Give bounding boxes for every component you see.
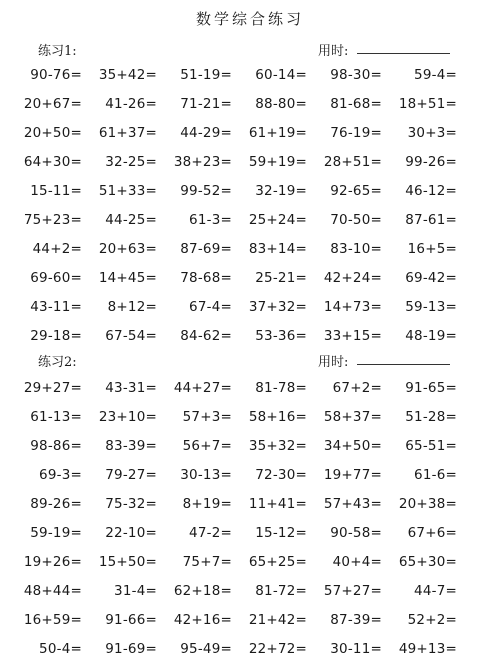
time-blank-line	[357, 364, 450, 365]
problem-cell: 91-65=	[405, 380, 457, 396]
problem-cell: 65+30=	[398, 554, 457, 570]
problem-cell: 67-54=	[105, 328, 157, 344]
problem-cell: 91-66=	[105, 612, 157, 628]
problem-cell: 35+42=	[98, 67, 157, 83]
problem-cell: 87-69=	[180, 241, 232, 257]
problem-cell: 72-30=	[255, 467, 307, 483]
problem-cell: 31-4=	[114, 583, 157, 599]
problem-cell: 75+23=	[23, 212, 82, 228]
problem-cell: 76-19=	[330, 125, 382, 141]
problem-cell: 67+6=	[407, 525, 457, 541]
problem-cell: 98-30=	[330, 67, 382, 83]
problem-cell: 67-4=	[189, 299, 232, 315]
problem-cell: 29+27=	[23, 380, 82, 396]
problem-cell: 42+24=	[323, 270, 382, 286]
problem-cell: 49+13=	[398, 641, 457, 657]
problem-cell: 92-65=	[330, 183, 382, 199]
page-title: 数学综合练习	[195, 10, 304, 28]
problem-cell: 99-26=	[405, 154, 457, 170]
problem-cell: 75+7=	[182, 554, 232, 570]
problem-cell: 47-2=	[189, 525, 232, 541]
problem-cell: 90-76=	[30, 67, 82, 83]
problem-grid-2	[16, 374, 466, 664]
section-label: 练习2:	[38, 355, 77, 370]
problem-cell: 16+5=	[407, 241, 457, 257]
problem-cell: 11+41=	[248, 496, 307, 512]
problem-cell: 33+15=	[323, 328, 382, 344]
problem-cell: 90-58=	[330, 525, 382, 541]
problem-cell: 43-11=	[30, 299, 82, 315]
problem-cell: 61+37=	[98, 125, 157, 141]
problem-cell: 14+45=	[98, 270, 157, 286]
problem-cell: 61-6=	[414, 467, 457, 483]
problem-grid-1	[16, 61, 466, 351]
problem-cell: 42+16=	[173, 612, 232, 628]
problem-cell: 83-39=	[105, 438, 157, 454]
problem-cell: 8+19=	[182, 496, 232, 512]
problem-cell: 69-3=	[39, 467, 82, 483]
problem-cell: 83-10=	[330, 241, 382, 257]
problem-cell: 22-10=	[105, 525, 157, 541]
problem-cell: 23+10=	[98, 409, 157, 425]
problem-cell: 61+19=	[248, 125, 307, 141]
problem-cell: 18+51=	[398, 96, 457, 112]
problem-cell: 48-19=	[405, 328, 457, 344]
problem-cell: 20+50=	[23, 125, 82, 141]
problem-cell: 44+2=	[32, 241, 82, 257]
section-header-1	[0, 38, 500, 58]
problem-cell: 65-51=	[405, 438, 457, 454]
problem-cell: 53-36=	[255, 328, 307, 344]
problem-cell: 59-13=	[405, 299, 457, 315]
problem-cell: 61-3=	[189, 212, 232, 228]
problem-cell: 48+44=	[23, 583, 82, 599]
problem-cell: 29-18=	[30, 328, 82, 344]
problem-cell: 28+51=	[323, 154, 382, 170]
problem-cell: 41-26=	[105, 96, 157, 112]
problem-cell: 57+3=	[182, 409, 232, 425]
problem-cell: 89-26=	[30, 496, 82, 512]
problem-cell: 84-62=	[180, 328, 232, 344]
problem-cell: 34+50=	[323, 438, 382, 454]
problem-cell: 20+67=	[23, 96, 82, 112]
problem-cell: 15-12=	[255, 525, 307, 541]
problem-cell: 37+32=	[248, 299, 307, 315]
problem-cell: 91-69=	[105, 641, 157, 657]
problem-cell: 50-4=	[39, 641, 82, 657]
problem-cell: 40+4=	[332, 554, 382, 570]
problem-cell: 69-60=	[30, 270, 82, 286]
time-label: 用时:	[318, 355, 349, 370]
problem-cell: 71-21=	[180, 96, 232, 112]
problem-cell: 99-52=	[180, 183, 232, 199]
problem-cell: 21+42=	[248, 612, 307, 628]
problem-cell: 32-25=	[105, 154, 157, 170]
time-label: 用时:	[318, 44, 349, 59]
problem-cell: 15+50=	[98, 554, 157, 570]
problem-cell: 58+37=	[323, 409, 382, 425]
problem-cell: 44-29=	[180, 125, 232, 141]
problem-cell: 44+27=	[173, 380, 232, 396]
problem-cell: 81-78=	[255, 380, 307, 396]
problem-cell: 61-13=	[30, 409, 82, 425]
problem-cell: 83+14=	[248, 241, 307, 257]
problem-cell: 25-21=	[255, 270, 307, 286]
problem-cell: 8+12=	[107, 299, 157, 315]
problem-cell: 64+30=	[23, 154, 82, 170]
problem-cell: 79-27=	[105, 467, 157, 483]
problem-cell: 51+33=	[98, 183, 157, 199]
problem-cell: 14+73=	[323, 299, 382, 315]
problem-cell: 57+27=	[323, 583, 382, 599]
problem-cell: 59+19=	[248, 154, 307, 170]
problem-cell: 87-39=	[330, 612, 382, 628]
problem-cell: 57+43=	[323, 496, 382, 512]
problem-cell: 56+7=	[182, 438, 232, 454]
problem-cell: 19+77=	[323, 467, 382, 483]
problem-cell: 15-11=	[30, 183, 82, 199]
problem-cell: 78-68=	[180, 270, 232, 286]
problem-cell: 30-13=	[180, 467, 232, 483]
problem-cell: 19+26=	[23, 554, 82, 570]
problem-cell: 59-4=	[414, 67, 457, 83]
problem-cell: 75-32=	[105, 496, 157, 512]
problem-cell: 65+25=	[248, 554, 307, 570]
problem-cell: 20+63=	[98, 241, 157, 257]
problem-cell: 69-42=	[405, 270, 457, 286]
problem-cell: 67+2=	[332, 380, 382, 396]
problem-cell: 87-61=	[405, 212, 457, 228]
problem-cell: 43-31=	[105, 380, 157, 396]
problem-cell: 81-68=	[330, 96, 382, 112]
problem-cell: 98-86=	[30, 438, 82, 454]
problem-cell: 52+2=	[407, 612, 457, 628]
problem-cell: 51-19=	[180, 67, 232, 83]
problem-cell: 20+38=	[398, 496, 457, 512]
problem-cell: 58+16=	[248, 409, 307, 425]
problem-cell: 16+59=	[23, 612, 82, 628]
problem-cell: 44-25=	[105, 212, 157, 228]
problem-cell: 95-49=	[180, 641, 232, 657]
problem-cell: 51-28=	[405, 409, 457, 425]
problem-cell: 35+32=	[248, 438, 307, 454]
problem-cell: 59-19=	[30, 525, 82, 541]
problem-cell: 88-80=	[255, 96, 307, 112]
problem-cell: 60-14=	[255, 67, 307, 83]
problem-cell: 70-50=	[330, 212, 382, 228]
problem-cell: 62+18=	[173, 583, 232, 599]
problem-cell: 30+3=	[407, 125, 457, 141]
problem-cell: 30-11=	[330, 641, 382, 657]
problem-cell: 81-72=	[255, 583, 307, 599]
problem-cell: 46-12=	[405, 183, 457, 199]
time-blank-line	[357, 53, 450, 54]
problem-cell: 32-19=	[255, 183, 307, 199]
problem-cell: 22+72=	[248, 641, 307, 657]
section-header-2	[0, 349, 500, 369]
problem-cell: 25+24=	[248, 212, 307, 228]
section-label: 练习1:	[38, 44, 77, 59]
problem-cell: 44-7=	[414, 583, 457, 599]
problem-cell: 38+23=	[173, 154, 232, 170]
